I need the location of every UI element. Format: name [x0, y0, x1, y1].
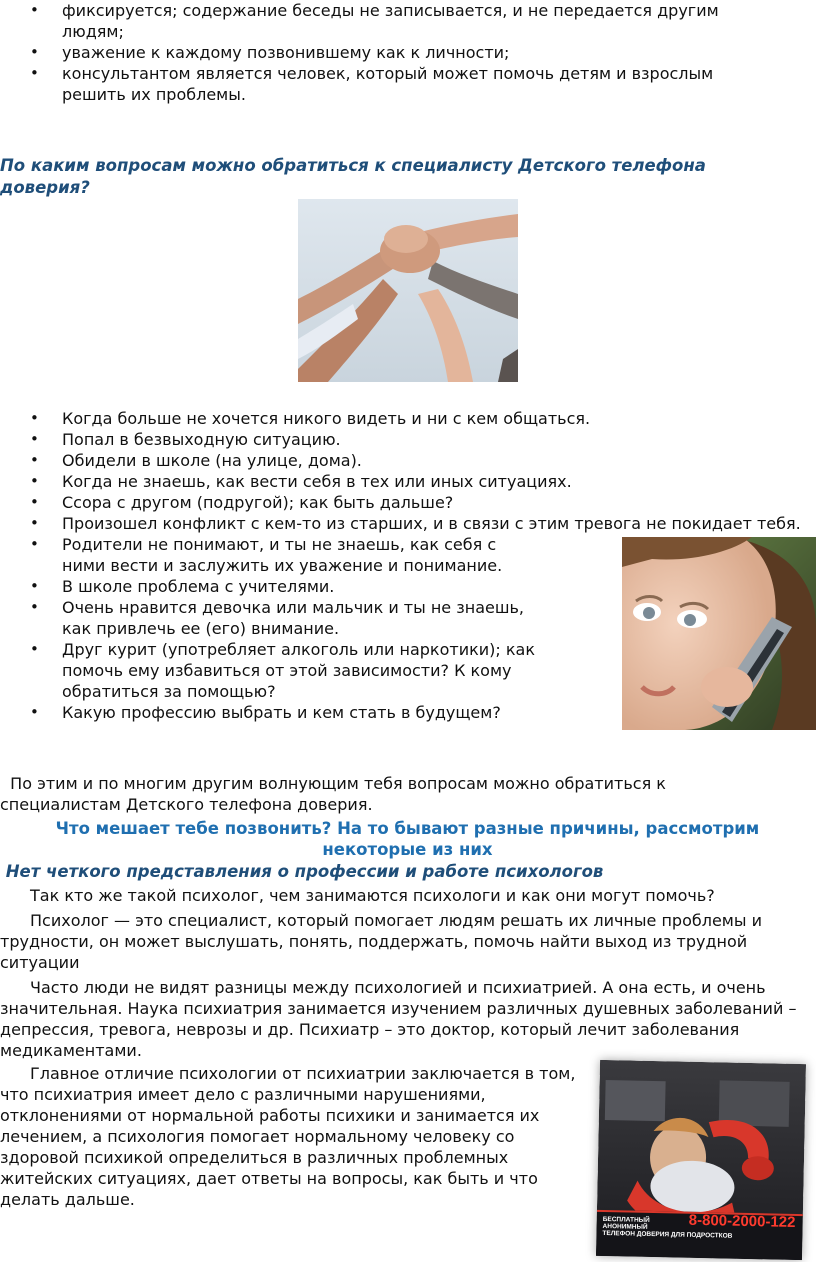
paragraph: Так кто же такой психолог, чем занимаются психологи и как они могут помочь? — [30, 886, 715, 905]
list-item: • Обидели в школе (на улице, дома). — [0, 450, 805, 471]
list-item: • фиксируется; содержание беседы не записывается, и не передается другим людям; — [0, 0, 780, 42]
summary-text: По этим и по многим другим волнующим тебя вопросам можно обратиться к специалистам Детского телефона доверия. — [0, 774, 672, 814]
list-item: • консультантом является человек, который может помочь детям и взрослым решить их проблемы. — [0, 63, 780, 105]
body-paragraph-bottom — [0, 1063, 578, 1210]
list-item: • Друг курит (употребляет алкоголь или наркотики); как помочь ему избавиться от этой зависимости? К кому обратиться за помощью? — [0, 639, 572, 702]
list-item: • Произошел конфликт с кем-то из старших, и в связи с этим тревога не покидает тебя. — [0, 513, 805, 534]
poster-line3: ТЕЛЕФОН ДОВЕРИЯ ДЛЯ ПОДРОСТКОВ — [602, 1229, 733, 1240]
list-item: • Ссора с другом (подругой); как быть дальше? — [0, 492, 805, 513]
poster-line1: БЕСПЛАТНЫЙ — [602, 1215, 650, 1224]
list-item: • уважение к каждому позвонившему как к личности; — [0, 42, 780, 63]
girl-phone-photo — [622, 537, 816, 730]
list-item: • Родители не понимают, и ты не знаешь, как себя с ними вести и заслужить их уважение и понимание. — [0, 534, 542, 576]
paragraph: Психолог — это специалист, который помогает людям решать их личные проблемы и трудности, он может выслушать, понять, поддержать, помочь найти выход из трудной ситуации — [0, 911, 762, 972]
poster-phone: 8-800-2000-122 — [688, 1211, 796, 1231]
center-heading: Что мешает тебе позвонить? На то бывают разные причины, рассмотрим некоторые из них — [55, 819, 760, 859]
list-item: • Очень нравится девочка или мальчик и ты не знаешь, как привлечь ее (его) внимание. — [0, 597, 542, 639]
sub-heading: Нет четкого представления о профессии и работе психологов — [0, 862, 604, 881]
question-heading: По каким вопросам можно обратиться к специалисту Детского телефона доверия? — [0, 156, 706, 197]
poster-line2: АНОНИМНЫЙ — [602, 1222, 648, 1231]
body-paragraphs-top — [0, 885, 812, 1061]
list-item: • Когда не знаешь, как вести себя в тех или иных ситуациях. — [0, 471, 805, 492]
list-item: • Когда больше не хочется никого видеть и ни с кем общаться. — [0, 408, 805, 429]
top-bullet-list — [0, 0, 780, 105]
helpline-poster — [596, 1060, 806, 1260]
paragraph: Часто люди не видят разницы между психологией и психиатрией. А она есть, и очень значительная. Наука психиатрия занимается изучением различных душевных заболеваний – депрессия, тревога, неврозы и др. Психиатр – это доктор, который лечит заболевания медикаментами. — [0, 978, 797, 1060]
list-item: • Какую профессию выбрать и кем стать в будущем? — [0, 702, 805, 723]
paragraph: Главное отличие психологии от психиатрии заключается в том, что психиатрия имеет дело с различными нарушениями, отклонениями от нормальной работы психики и занимается их лечением, а психология помогает нормальному человеку со здоровой психикой определиться в различных проблемных житейских ситуациях, дает ответы на вопросы, как быть и что делать дальше. — [0, 1064, 576, 1209]
hands-photo — [298, 199, 518, 382]
list-item: • В школе проблема с учителями. — [0, 576, 542, 597]
list-item: • Попал в безвыходную ситуацию. — [0, 429, 805, 450]
